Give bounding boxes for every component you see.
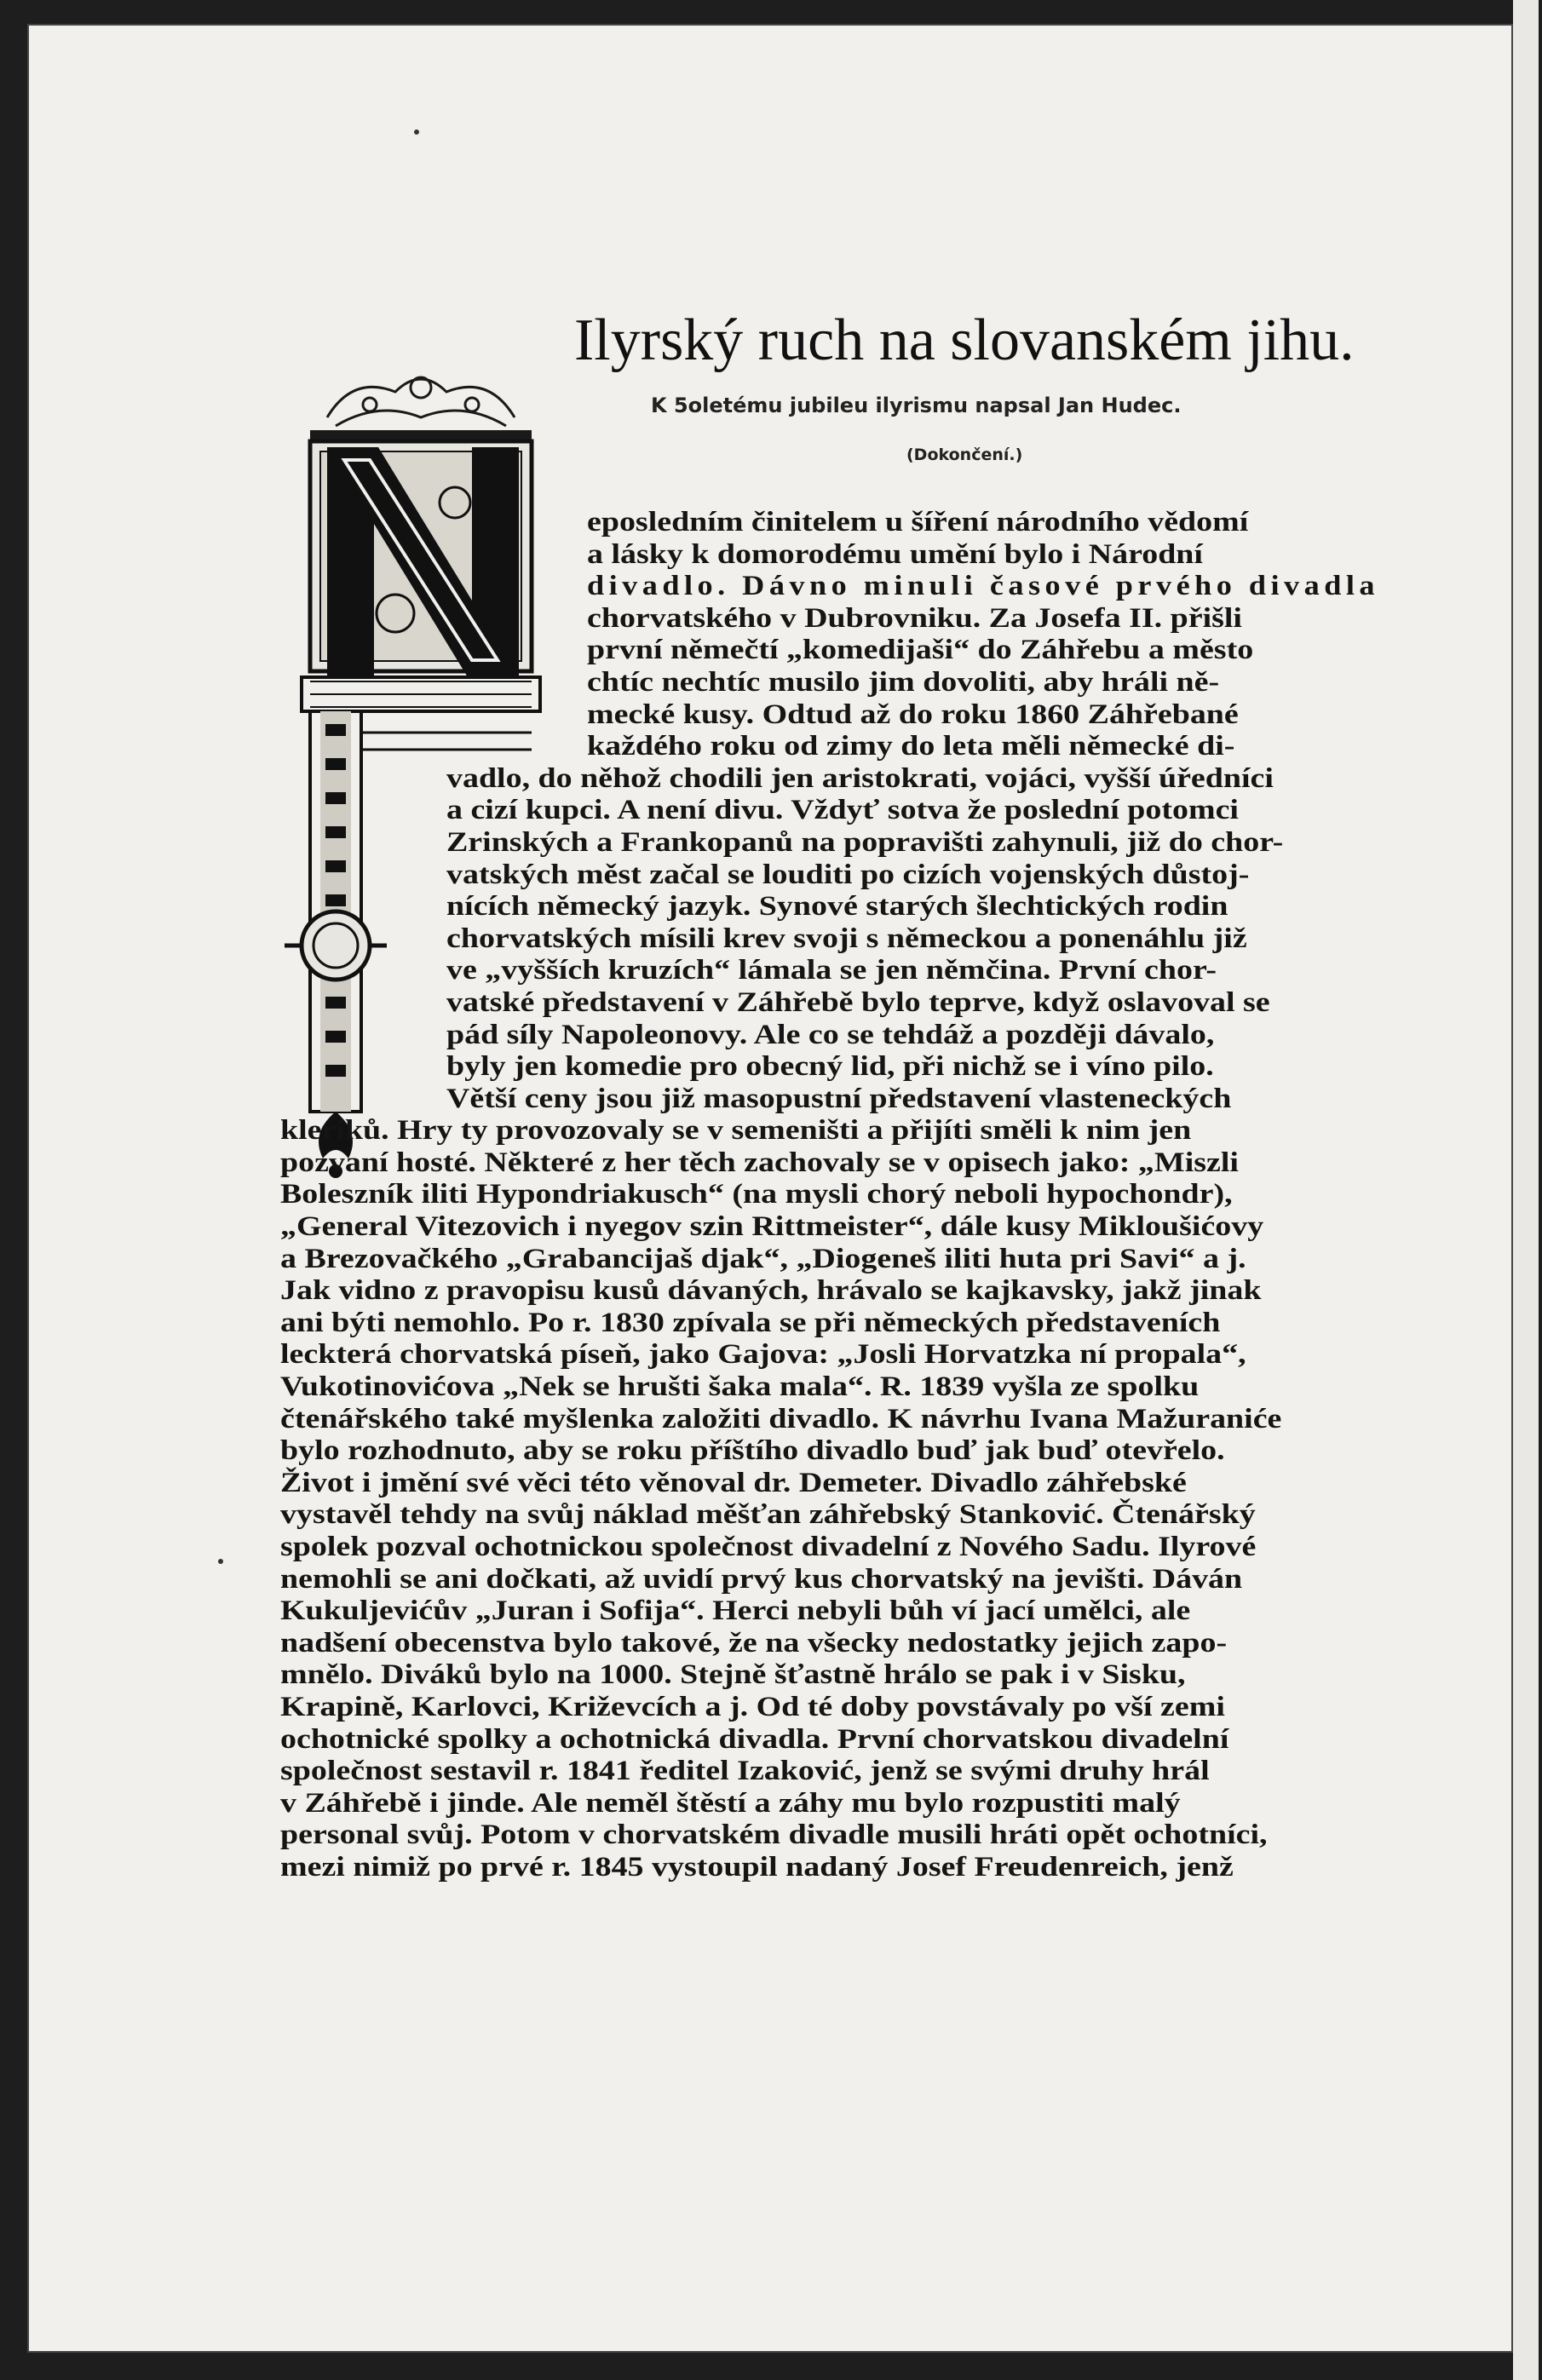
body-line: Boleszník iliti Hypondriakusch“ (na mysli chorý neboli hypochondr), xyxy=(280,1179,1233,1210)
body-line: první němečtí „komedijaši“ do Záhřebu a město xyxy=(587,635,1254,666)
body-line: leckterá chorvatská píseň, jako Gajova: „Josli Horvatzka ní propala“, xyxy=(280,1339,1246,1371)
body-line: společnost sestavil r. 1841 ředitel Izaković, jenž se svými druhy hrál xyxy=(280,1756,1210,1787)
body-line: „General Vitezovich i nyegov szin Rittmeister“, dále kusy Mikloušićovy xyxy=(280,1211,1264,1243)
body-line: nemohli se ani dočkati, až uvidí prvý kus chorvatský na jevišti. Dáván xyxy=(280,1563,1243,1595)
body-line: pád síly Napoleonovy. Ale co se tehdáž a později dávalo, xyxy=(446,1019,1215,1050)
body-line: chtíc nechtíc musilo jim dovoliti, aby hráli ně- xyxy=(587,666,1220,698)
body-line: mnělo. Diváků bylo na 1000. Stejně šťastně hrálo se pak i v Sisku, xyxy=(280,1659,1186,1691)
body-line: a Brezovačkého „Grabancijaš djak“, „Diogeneš iliti huta pri Savi“ a j. xyxy=(280,1243,1246,1274)
body-line: Zrinských a Frankopanů na popravišti zahynuli, již do chor- xyxy=(446,826,1284,858)
body-line: Větší ceny jsou již masopustní představení vlasteneckých xyxy=(446,1083,1232,1114)
body-line: a lásky k domorodému umění bylo i Národní xyxy=(587,538,1203,570)
body-line: a cizí kupci. A není divu. Vždyť sotva že poslední potomci xyxy=(446,795,1239,826)
body-line: ani býti nemohlo. Po r. 1830 zpívala se při německých představeních xyxy=(280,1307,1221,1338)
scan-speck xyxy=(218,1559,223,1564)
body-line: Krapině, Karlovci, Križevcích a j. Od té doby povstávaly po vší zemi xyxy=(280,1691,1225,1722)
body-line: kleriků. Hry ty provozovaly se v semeništi a přijíti směli k nim jen xyxy=(280,1115,1192,1147)
article-subtitle: K 5oletému jubileu ilyrismu napsal Jan Hudec. xyxy=(651,394,1182,417)
body-line: bylo rozhodnuto, aby se roku příštího divadlo buď jak buď otevřelo. xyxy=(280,1435,1225,1467)
body-line: spolek pozval ochotnickou společnost divadelní z Nového Sadu. Ilyrové xyxy=(280,1532,1257,1562)
body-line: čtenářského také myšlenka založiti divadlo. K návrhu Ivana Mažuraniće xyxy=(280,1403,1282,1434)
article-title: Ilyrský ruch na slovanském jihu. xyxy=(574,308,1355,373)
scan-edge xyxy=(1513,0,1539,2380)
body-line: vatských měst začal se louditi po cizích vojenských důstoj- xyxy=(446,859,1250,890)
body-line: byly jen komedie pro obecný lid, při nichž se i víno pilo. xyxy=(446,1051,1214,1083)
scan-speck xyxy=(414,129,419,135)
body-line: ve „vyšších kruzích“ lámala se jen němčina. První chor- xyxy=(446,955,1217,986)
body-line: personal svůj. Potom v chorvatském divadle musili hráti opět ochotníci, xyxy=(280,1819,1268,1851)
body-line: Kukuljevićův „Juran i Sofija“. Herci nebyli bůh ví jací umělci, ale xyxy=(280,1595,1191,1627)
continued-note: (Dokončení.) xyxy=(906,446,1023,464)
body-line: každého roku od zimy do leta měli německé di- xyxy=(587,731,1235,762)
body-line: Život i jmění své věci této věnoval dr. Demeter. Divadlo záhřebské xyxy=(280,1467,1187,1498)
body-line: chorvatských mísili krev svoji s německou a ponenáhlu již xyxy=(446,923,1247,954)
body-line: chorvatského v Dubrovniku. Za Josefa II. přišli xyxy=(587,602,1242,634)
body-line: Jak vidno z pravopisu kusů dávaných, hrávalo se kajkavsky, jakž jinak xyxy=(280,1275,1262,1307)
body-line: v Záhřebě i jinde. Ale neměl štěstí a záhy mu bylo rozpustiti malý xyxy=(280,1787,1181,1819)
body-line: vatské představení v Záhřebě bylo teprve, když oslavoval se xyxy=(446,986,1270,1018)
body-line: vadlo, do něhož chodili jen aristokrati, vojáci, vyšší úředníci xyxy=(446,762,1274,794)
body-line: nadšení obecenstva bylo takové, že na všecky nedostatky jejich zapo- xyxy=(280,1627,1228,1659)
body-line: nících německý jazyk. Synové starých šlechtických rodin xyxy=(446,891,1228,923)
body-line: mecké kusy. Odtud až do roku 1860 Záhřebané xyxy=(587,698,1239,730)
article-body xyxy=(280,507,1379,1884)
body-line: vystavěl tehdy na svůj náklad měšťan záhřebský Stanković. Čtenářský xyxy=(280,1499,1256,1531)
body-line: eposledním činitelem u šíření národního vědomí xyxy=(587,507,1249,538)
body-line: ochotnické spolky a ochotnická divadla. První chorvatskou divadelní xyxy=(280,1723,1229,1755)
body-line: Vukotinovićova „Nek se hrušti šaka mala“. R. 1839 vyšla ze spolku xyxy=(280,1371,1200,1403)
body-line: divadlo. Dávno minuli časové prvého divadla xyxy=(587,571,1379,602)
page xyxy=(29,26,1511,2351)
body-line: mezi nimiž po prvé r. 1845 vystoupil nadaný Josef Freudenreich, jenž xyxy=(280,1851,1234,1883)
body-line: pozvaní hosté. Některé z her těch zachovaly se v opisech jako: „Miszli xyxy=(280,1147,1239,1178)
